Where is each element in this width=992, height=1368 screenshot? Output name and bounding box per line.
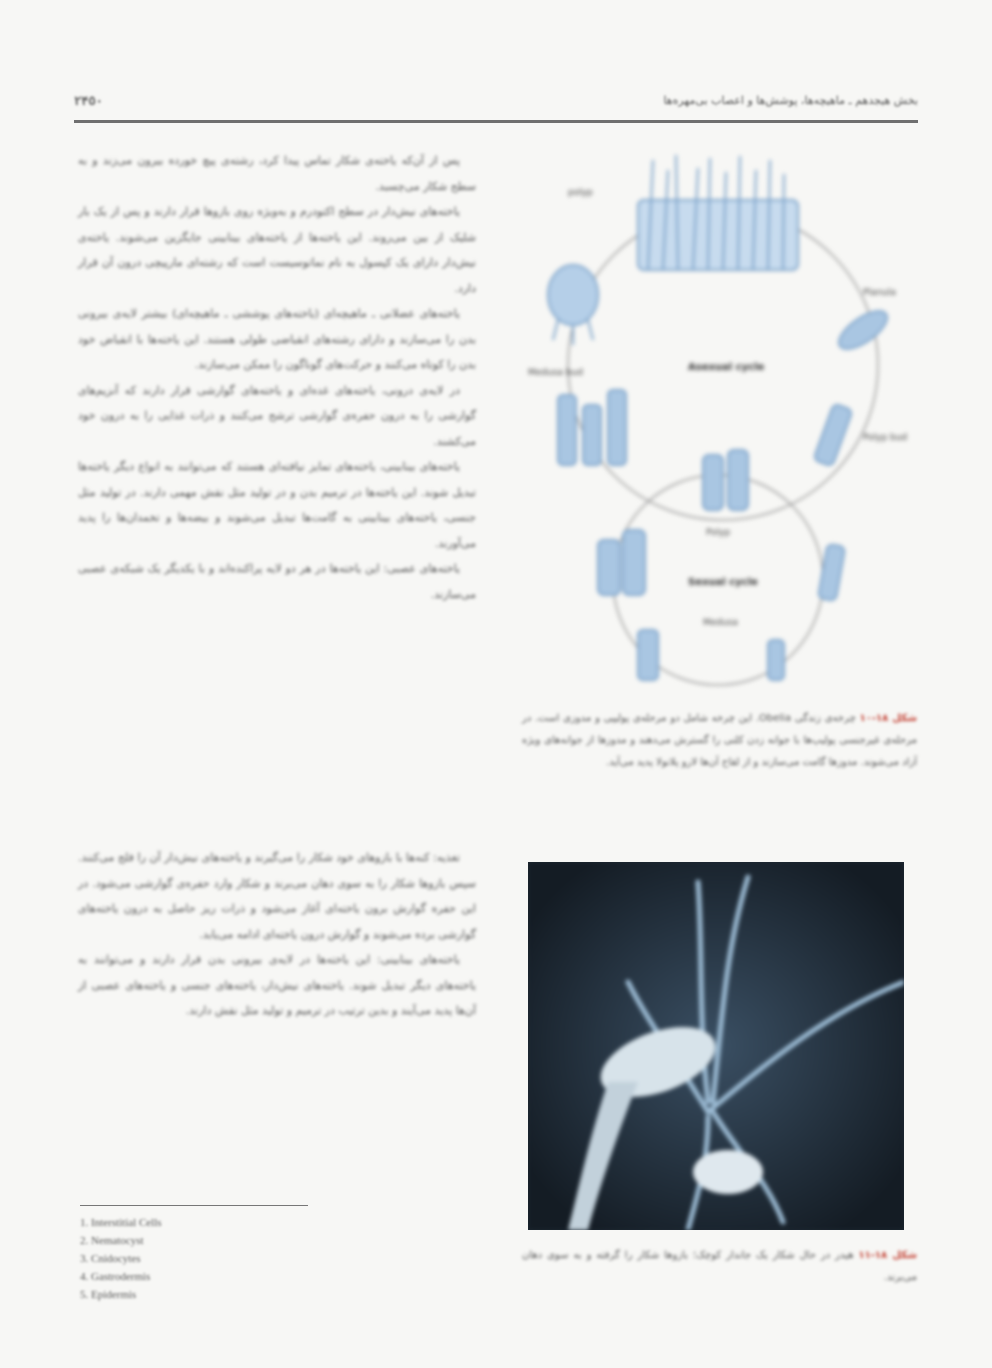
figure-caption-1 [522,708,917,774]
label-planula: Planula [863,288,896,298]
page-header [74,92,918,114]
caption-text: چرخه‌ی زندگی Obelia. این چرخه شامل دو مرحله‌ی پولیپی و مدوزی است. در مرحله‌ی غیرجنسی پولیپ‌ها با جوانه زدن کلنی را گسترش می‌دهند و مدوزها از جوانه‌های ویژه آزاد می‌شوند. مدوزها گامت می‌سازند و از لقاح آن‌ها لارو پلانولا پدید می‌آید. [522,713,917,768]
paragraph: یاخته‌های نیش‌دار در سطح اکتودرم و به‌ویژه روی بازوها قرار دارند و پس از یک بار شلیک از بین می‌روند. این یاخته‌ها از یاخته‌های بینابینی جایگزین می‌شوند. یاخته‌ی نیش‌دار دارای یک کپسول به نام نماتوسیست است که رشته‌ای مارپیچی درون آن قرار دارد. [78,205,476,295]
life-cycle-diagram [528,150,918,690]
paragraph: یاخته‌های عصبی: این یاخته‌ها در هر دو لایه پراکنده‌اند و با یکدیگر یک شبکه‌ی عصبی می‌سازند. [78,562,476,601]
label-sexual-cycle: Sexual cycle [688,577,758,588]
page-number: ٢۴٥٠ [74,94,103,108]
caption-label: شکل ۱۸-۱۰ [859,713,917,724]
medusa-drawing [548,265,598,345]
polyp-colony [638,155,798,270]
label-medusa-bud: Medusa bud [528,368,583,378]
label-asexual-cycle: Asexual cycle [688,362,765,373]
label-medusa: Medusa [703,618,738,628]
medusa-bud-drawing [558,390,626,465]
central-polyp-drawing [703,450,748,510]
sexual-cycle-drawings [598,530,845,680]
hydra-photo [528,862,904,1230]
paragraph: پس از آن‌که یاخته‌ی شکار تماس پیدا کرد، رشته‌ی پیچ خورده بیرون می‌زند و به سطح شکار می‌چسبد. [78,154,476,193]
section-feeding [78,845,476,1024]
paragraph: یاخته‌های بینابینی: این یاخته‌ها در لایه‌ی بیرونی بدن قرار دارند و می‌توانند به یاخته‌های دیگر تبدیل شوند. یاخته‌های نیش‌دار، یاخته‌های جنسی و یاخته‌های عصبی از آن‌ها پدید می‌آیند و بدین ترتیب در ترمیم و تولید مثل نقش دارند. [78,953,476,1017]
paragraph: تغذیه: کنه‌ها با بازوهای خود شکار را می‌گیرند و یاخته‌های نیش‌دار آن را فلج می‌کنند. سپس بازوها شکار را به سوی دهان می‌برند و شکار وارد حفره‌ی گوارشی می‌شود. در این حفره گوارش برون یاخته‌ای آغاز می‌شود و ذرات ریز حاصل به درون یاخته‌های گوارشی برده می‌شوند و گوارش درون یاخته‌ای ادامه می‌یابد. [78,851,476,941]
footnote: 4. Gastrodermis [80,1271,151,1283]
header-rule [74,120,918,123]
paragraph: یاخته‌های بینابینی، یاخته‌های تمایز نیافته‌ای هستند که می‌توانند به انواع دیگر یاخته‌ها تبدیل شوند. این یاخته‌ها در ترمیم بدن و در تولید مثل نقش مهمی دارند. در تولید مثل جنسی، یاخته‌های بینابینی به گامت‌ها تبدیل می‌شوند و بیضه‌ها و تخمدان‌ها را پدید می‌آورند. [78,460,476,550]
label-central-polyp: Polyp [706,528,731,538]
running-title: بخش هیجدهم ـ ماهیچه‌ها، پوشش‌ها و اعصاب بی‌مهره‌ها [663,94,918,107]
caption-text: هیدر در حال شکار یک جاندار کوچک؛ بازوها شکار را گرفته و به سوی دهان می‌برند. [522,1250,917,1283]
footnote: 3. Cnidocytes [80,1253,141,1265]
footnote: 1. Interstitial Cells [80,1217,162,1229]
paragraph: در لایه‌ی درونی، یاخته‌های غده‌ای و یاخته‌های گوارشی قرار دارند که آنزیم‌های گوارشی را به درون حفره‌ی گوارشی ترشح می‌کنند و ذرات غذایی را به درون خود می‌کشند. [78,383,476,448]
footnote-rule [80,1205,308,1206]
footnote: 5. Epidermis [80,1289,137,1301]
label-polyp-bud: Polyp bud [863,433,908,443]
figure-caption-2 [522,1245,917,1289]
footnotes [80,1214,340,1304]
footnote: 2. Nematocyst [80,1235,144,1247]
label-polyp: polyp [568,188,593,198]
paragraph: یاخته‌های عضلانی ـ ماهیچه‌ای (یاخته‌های پوششی ـ ماهیچه‌ای) بیشتر لایه‌ی بیرونی بدن را می‌سازند و دارای رشته‌های انقباضی طولی هستند. این یاخته‌ها با انقباض خود بدن را کوتاه می‌کنند و حرکت‌های گوناگون را ممکن می‌سازند. [78,307,476,371]
body-text [78,148,476,607]
planula-drawing [833,304,893,356]
caption-label: شکل ۱۸-۱۱ [858,1250,917,1261]
